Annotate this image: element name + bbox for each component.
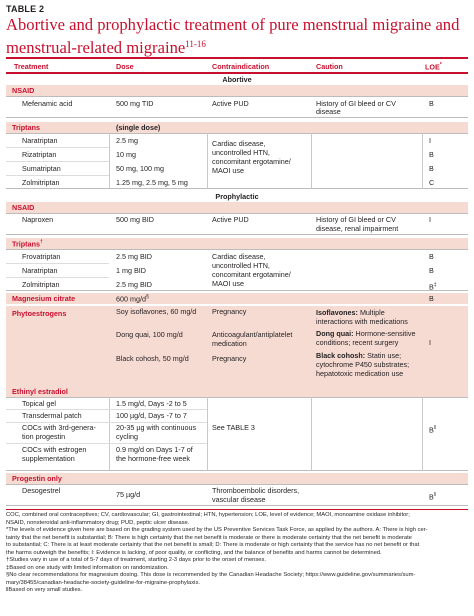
caution-cell: hepatotoxic medication use [316, 369, 404, 378]
treatment-cell: Frovatriptan [22, 252, 61, 261]
dose-cell: 75 µg/d [116, 490, 141, 499]
footnote-star: *The levels of evidence given here are based on the grading system used by the US Preventive Services Task Force, as applied by the authors. A: There is high cer- [6, 527, 428, 533]
dose-cell: 500 mg TID [116, 99, 154, 108]
loe-cell: B [429, 252, 434, 261]
contra-cell: vascular disease [212, 495, 266, 504]
caution-cell: disease, renal impairment [316, 224, 399, 233]
dose-cell: the hormone-free week [116, 454, 190, 463]
treatment-cell: Naratriptan [22, 136, 58, 145]
band-label: NSAID [12, 203, 35, 212]
dose-cell: 2.5 mg [116, 136, 138, 145]
dose-cell: 1.5 mg/d, Days -2 to 5 [116, 399, 187, 408]
loe-cell: B [429, 164, 434, 173]
contra-cell: MAOI use [212, 166, 244, 175]
dose-cell: 1 mg BID [116, 266, 146, 275]
treatment-cell: Zolmitriptan [22, 178, 60, 187]
section-abortive: Abortive [222, 75, 252, 84]
treatment-cell: Naratriptan [22, 266, 58, 275]
dose-cell: 0.9 mg/d on Days 1-7 of [116, 445, 193, 454]
dose-cell: 2.5 mg BID [116, 280, 152, 289]
footnote-abbrev: COC, combined oral contraceptives; CV, cardiovascular; GI, gastrointestinal; HTN, hypertension; LOE, level of evidence; MAOI, monoamine oxidase inhibitor; [6, 512, 410, 518]
caution-cell: disease [316, 107, 341, 116]
treatment-cell: Sumatriptan [22, 164, 61, 173]
footnote-ddagger: ‡Based on one study with limited information on randomization. [6, 564, 169, 571]
treatment-cell: supplementation [22, 454, 75, 463]
contra-cell: uncontrolled HTN, [212, 148, 270, 157]
footnote-dagger: †Studies vary in use of a total of 5-7 days of treatment, starting 2-3 days prior to the onset of menses. [6, 557, 267, 563]
footnote-star: tainty that the net benefit is substantial; B: There is high certainty that the net benefit is moderate or there is moderate certainty that the net benefit is moderate [6, 534, 412, 541]
section-prophylactic: Prophylactic [215, 192, 259, 201]
band-magnesium [6, 293, 468, 304]
contra-cell: See TABLE 3 [212, 423, 255, 432]
loe-cell: B [429, 150, 434, 159]
loe-cell: B [429, 266, 434, 275]
band-nsaid-abortive [6, 85, 468, 96]
treatment-cell: Desogestrel [22, 486, 61, 495]
contra-cell: Pregnancy [212, 354, 247, 363]
caution-cell: Black cohosh: Statin use; [316, 351, 402, 360]
band-label: Progestin only [12, 474, 62, 483]
caution-cell: interactions with medications [316, 317, 408, 326]
contra-cell: concomitant ergotamine/ [212, 157, 291, 166]
treatment-cell: Mefenamic acid [22, 99, 73, 108]
dose-cell: Soy isoflavones, 60 mg/d [116, 307, 197, 316]
loe-cell: B‖ [429, 492, 436, 502]
footnotes [6, 512, 468, 595]
dose-cell: Black cohosh, 50 mg/d [116, 354, 189, 363]
dose-cell: 2.5 mg BID [116, 252, 152, 261]
footnote-rule [6, 509, 468, 510]
caution-cell: Dong quai: Hormone-sensitive [316, 329, 416, 338]
col-caution: Caution [316, 62, 343, 71]
band-ethinyl [6, 386, 468, 397]
band-progestin [6, 473, 468, 484]
treatment-cell: tion progestin [22, 432, 66, 441]
header-top-rule [6, 57, 468, 59]
caution-cell: conditions; recent surgery [316, 338, 399, 347]
contra-cell: Active PUD [212, 99, 249, 108]
footnote-star: the harms outweigh the benefits; I: Evidence is lacking, of poor quality, or conflicting, and the balance of benefits and harms cannot be determined. [6, 549, 382, 556]
treatment-cell: Zolmitriptan [22, 280, 60, 289]
footnote-parallel: ‖Based on very small studies. [6, 587, 83, 593]
contra-cell: MAOI use [212, 279, 244, 288]
dose-cell: 10 mg [116, 150, 136, 159]
loe-cell: C [429, 178, 435, 187]
band-label: Triptans [12, 123, 40, 132]
contra-cell: Cardiac disease, [212, 252, 266, 261]
band-note: (single dose) [116, 123, 161, 132]
loe-cell: B‡ [429, 282, 437, 292]
dose-cell: 600 mg/d§ [116, 294, 149, 304]
loe-cell: I [429, 136, 431, 145]
contra-cell: uncontrolled HTN, [212, 261, 270, 270]
band-label: Phytoestrogens [12, 309, 67, 318]
dose-cell: 500 mg BID [116, 215, 154, 224]
col-contraindication: Contraindication [212, 62, 270, 71]
contra-cell: Active PUD [212, 215, 249, 224]
col-treatment: Treatment [14, 62, 49, 71]
contra-cell: Anticoagulant/antiplatelet [212, 330, 293, 339]
loe-cell: I [429, 215, 431, 224]
title-refs: 11-16 [185, 38, 206, 49]
loe-cell: B [429, 294, 434, 303]
treatment-cell: Naproxen [22, 215, 54, 224]
col-dose: Dose [116, 62, 134, 71]
contra-cell: Cardiac disease, [212, 139, 266, 148]
dose-cell: 50 mg, 100 mg [116, 164, 164, 173]
band-label: Magnesium citrate [12, 294, 76, 303]
dose-cell: 1.25 mg, 2.5 mg, 5 mg [116, 178, 188, 187]
contra-cell: medication [212, 339, 247, 348]
loe-cell: B‖ [429, 425, 436, 435]
caution-cell: History of GI bleed or CV [316, 99, 396, 108]
footnote-star: to substantial; C: There is at least moderate certainty that the net benefit is small; D: There is moderate or high certainty that the service has no net benefit or that [6, 542, 420, 548]
band-label: Ethinyl estradiol [12, 387, 68, 396]
table-label: TABLE 2 [6, 4, 45, 14]
loe-cell: I [429, 338, 431, 347]
treatment-cell: Transdermal patch [22, 411, 82, 420]
treatment-cell: Rizatriptan [22, 150, 57, 159]
contra-cell: Pregnancy [212, 307, 247, 316]
band-triptans-prophylactic [6, 238, 468, 249]
dose-cell: Dong quai, 100 mg/d [116, 330, 183, 339]
treatment-cell: Topical gel [22, 399, 56, 408]
treatment-cell: COCs with 3rd-genera- [22, 423, 96, 432]
contra-cell: Thromboembolic disorders, [212, 486, 300, 495]
band-triptans-abortive [6, 122, 468, 133]
col-loe: LOE* [425, 62, 442, 72]
caution-cell: cytochrome P450 substrates; [316, 360, 410, 369]
band-nsaid-prophylactic [6, 202, 468, 213]
header-bottom-rule [6, 72, 468, 74]
caution-cell: Isoflavones: Multiple [316, 308, 385, 317]
caution-cell: History of GI bleed or CV [316, 215, 396, 224]
band-label: Triptans† [12, 239, 43, 249]
treatment-cell: COCs with estrogen [22, 445, 87, 454]
dose-cell: 20-35 µg with continuous [116, 423, 197, 432]
footnote-abbrev: NSAID, nonsteroidal anti-inflammatory drug; PUD, peptic ulcer disease. [6, 519, 190, 526]
contra-cell: concomitant ergotamine/ [212, 270, 291, 279]
footnote-section: mary/38455/canadian-headache-society-guideline-for-migraine-prophylaxis. [6, 579, 200, 586]
band-label: NSAID [12, 86, 35, 95]
table-title [6, 16, 471, 57]
footnote-section: §No clear recommendations for magnesium dosing. This dose is recommended by the Canadian Headache Society; https://www.guideline.gov/summaries/sum- [6, 572, 416, 578]
dose-cell: 100 µg/d, Days -7 to 7 [116, 411, 187, 420]
title-text: Abortive and prophylactic treatment of pure menstrual migraine and menstrual-related migraine [6, 15, 460, 57]
loe-cell: B [429, 99, 434, 108]
dose-cell: cycling [116, 432, 138, 441]
